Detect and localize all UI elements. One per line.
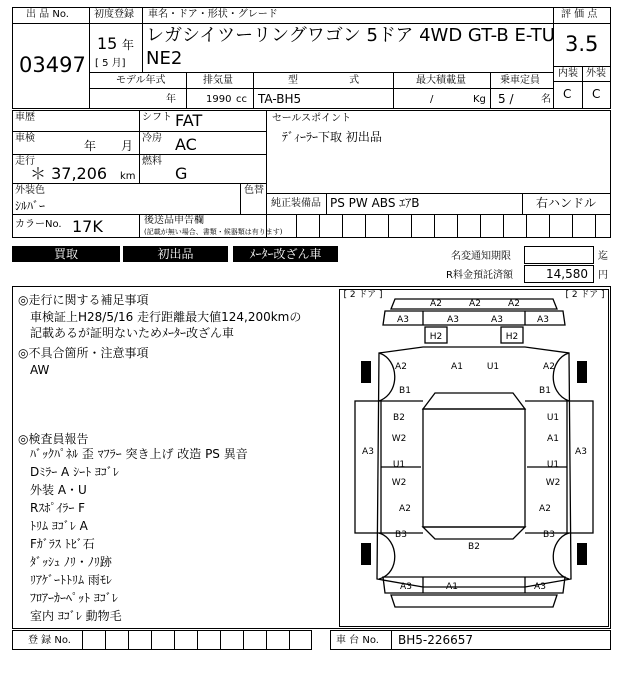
- equipment-value: PS PW ABS ｴｱB: [330, 196, 420, 210]
- shift-label: シフト: [142, 112, 172, 123]
- mark-bot-a1: A1: [446, 582, 458, 592]
- shift-value: FAT: [175, 111, 203, 130]
- mark-lfd-b2: B2: [393, 413, 405, 423]
- chassis-divider: [391, 630, 392, 650]
- reg-cell-1: [82, 630, 106, 650]
- reg-cell-2: [105, 630, 129, 650]
- inspector-line-3: 外装 A・U: [30, 483, 87, 497]
- inspection-month-unit: 月: [121, 139, 134, 153]
- equipment-label: 純正装備品: [271, 198, 321, 209]
- docs-cell-13: [572, 214, 596, 238]
- right-front-wheel-arch: [553, 353, 569, 401]
- car-name-line2: NE2: [146, 48, 183, 69]
- col-divider-2: [253, 72, 254, 109]
- handle-value: 右ハンドル: [536, 196, 597, 210]
- max-load-slash: /: [430, 94, 434, 105]
- color-label: 外装色: [15, 185, 45, 196]
- col-divider-4: [490, 72, 491, 109]
- mark-h2-left: H2: [429, 332, 443, 342]
- mark-right-a3: A3: [575, 447, 587, 457]
- mark-lrd-w2: W2: [391, 478, 407, 488]
- color-change-divider: [240, 183, 241, 215]
- mark-top-a3-2: A3: [447, 315, 459, 325]
- mark-bot-a3-1: A3: [400, 582, 412, 592]
- reg-cell-4: [151, 630, 175, 650]
- car-name-label: 車名・ドア・形状・グレード: [148, 9, 278, 20]
- mark-left-a3: A3: [362, 447, 374, 457]
- color-no-value: 17K: [72, 217, 103, 236]
- capacity-unit: 名: [541, 94, 551, 105]
- inspection-label: 車検: [15, 133, 35, 144]
- lot-no: 03497: [19, 53, 86, 77]
- mark-top-a3-4: A3: [537, 315, 549, 325]
- docs-label: 後送品申告欄: [144, 215, 204, 226]
- mark-hood-a1: A1: [451, 362, 463, 372]
- chassis-label: 車 台 No.: [336, 635, 379, 646]
- color-value: ｼﾙﾊﾞｰ: [15, 199, 46, 213]
- left-rear-wheel-arch: [379, 533, 395, 579]
- mark-bot-a3-2: A3: [534, 582, 546, 592]
- col-divider-1: [186, 72, 187, 109]
- mark-h2-right: H2: [505, 332, 519, 342]
- door-tag-left: [ 2 ドア ]: [343, 290, 383, 300]
- interior-grade: C: [563, 87, 572, 101]
- defects-heading: ◎不具合箇所・注意事項: [18, 346, 149, 360]
- recycle-unit: 円: [598, 270, 608, 281]
- reg-cell-9: [266, 630, 290, 650]
- inspector-line-7: ﾀﾞｯｼｭ ﾉﾘ・ﾉﾘ跡: [30, 555, 112, 569]
- max-load-label: 最大積載量: [416, 75, 466, 86]
- inspector-line-2: Dﾐﾗｰ A ｼｰﾄ ﾖｺﾞﾚ: [30, 465, 119, 479]
- reg-cell-7: [220, 630, 244, 650]
- type-value: TA-BH5: [258, 92, 302, 106]
- chassis-value: BH5-226657: [398, 633, 474, 647]
- displacement-unit: cc: [236, 94, 247, 105]
- supplement-heading: ◎走行に関する補足事項: [18, 293, 149, 307]
- lot-no-label: 出 品 No.: [26, 9, 69, 20]
- history-label: 車歴: [15, 112, 35, 123]
- docs-cell-6: [411, 214, 435, 238]
- inspector-line-10: 室内 ﾖｺﾞﾚ 動物毛: [30, 609, 122, 623]
- right-rear-wheel-arch: [553, 533, 569, 579]
- notice-box: [524, 246, 594, 264]
- score-label: 評 価 点: [561, 9, 598, 20]
- reg-cell-8: [243, 630, 267, 650]
- tag-meter-tampered: ﾒｰﾀｰ改ざん車: [233, 246, 338, 262]
- inspector-line-8: ﾘｱｹﾞｰﾄﾄﾘﾑ 雨ﾓﾚ: [30, 573, 112, 587]
- sales-point-value: ﾃﾞｨｰﾗｰ下取 初出品: [282, 130, 382, 144]
- docs-cell-4: [365, 214, 389, 238]
- rear-window-outline: [423, 527, 525, 539]
- supplement-line2: 記載あるが証明ないためﾒｰﾀｰ改ざん車: [30, 326, 235, 340]
- docs-cell-11: [526, 214, 550, 238]
- exterior-label: 外装: [586, 68, 606, 79]
- model-year-label: モデル年式: [116, 75, 166, 86]
- wheel-front-right: [577, 361, 587, 383]
- mark-rr-b3: B3: [543, 530, 555, 540]
- mark-rfd-a1: A1: [547, 434, 559, 444]
- fuel-value: G: [175, 164, 188, 183]
- supplement-line1: 車検証上H28/5/16 走行距離最大値124,200kmの: [30, 310, 302, 324]
- car-diagram: [339, 289, 609, 627]
- recycle-value: 14,580: [546, 267, 588, 281]
- mark-rf-a2: A2: [543, 362, 555, 372]
- defects-value: AW: [30, 363, 50, 377]
- first-reg-label: 初度登録: [94, 9, 134, 20]
- notice-label: 名変通知期限: [451, 251, 511, 262]
- reg-no-label: 登 録 No.: [28, 635, 71, 646]
- mileage-label: 走行: [15, 156, 35, 167]
- inspector-line-1: ﾊﾞｯｸﾊﾟﾈﾙ 歪 ﾏﾌﾗｰ 突き上げ 改造 PS 異音: [30, 447, 248, 461]
- interior-label: 内装: [558, 68, 578, 79]
- wheel-rear-left: [361, 543, 371, 565]
- docs-cell-3: [342, 214, 366, 238]
- docs-cell-9: [480, 214, 504, 238]
- fuel-label: 燃料: [142, 156, 162, 167]
- mark-lr-a2: A2: [399, 504, 411, 514]
- reg-cell-5: [174, 630, 198, 650]
- color-cell: [12, 183, 267, 215]
- mark-lf-a2: A2: [395, 362, 407, 372]
- score-value: 3.5: [565, 32, 599, 56]
- tag-purchase: 買取: [12, 246, 120, 262]
- docs-cell-12: [549, 214, 573, 238]
- wheel-front-left: [361, 361, 371, 383]
- first-reg-year-unit: 年: [122, 38, 135, 52]
- notice-unit: 迄: [598, 251, 608, 262]
- docs-cell-2: [319, 214, 343, 238]
- reg-cell-3: [128, 630, 152, 650]
- docs-cell-1: [296, 214, 320, 238]
- cabin-outline: [423, 409, 525, 527]
- docs-cell-8: [457, 214, 481, 238]
- mark-lrd-u1: U1: [392, 460, 406, 470]
- displacement: 1990: [206, 94, 232, 105]
- inspector-line-9: ﾌﾛｱｰｶｰﾍﾟｯﾄ ﾖｺﾞﾚ: [30, 591, 118, 605]
- equipment-divider-1: [326, 193, 327, 215]
- mark-rrd-u1: U1: [546, 460, 560, 470]
- mark-top-a2-2: A2: [469, 299, 481, 309]
- col-divider-3: [393, 72, 394, 109]
- reg-cell-6: [197, 630, 221, 650]
- docs-cell-5: [388, 214, 412, 238]
- mark-lfd-w2: W2: [391, 434, 407, 444]
- docs-note: (記載が無い場合、書類・候器類は有ります): [144, 228, 283, 236]
- car-name-line1: レガシイツーリングワゴン 5ドア 4WD GT-B E-TU: [146, 25, 555, 46]
- mark-trunk-b2: B2: [468, 542, 480, 552]
- tag-first-listing: 初出品: [123, 246, 228, 262]
- docs-cell-7: [434, 214, 458, 238]
- inspector-heading: ◎検査員報告: [18, 432, 89, 446]
- mark-top-a3-3: A3: [491, 315, 503, 325]
- rear-bumper-outline: [391, 595, 557, 607]
- recycle-label: R料金預託済額: [446, 270, 513, 281]
- color-no-label: カラーNo.: [15, 219, 62, 230]
- capacity-label: 乗車定員: [500, 75, 540, 86]
- model-year-unit: 年: [166, 94, 176, 105]
- inspector-line-5: ﾄﾘﾑ ﾖｺﾞﾚ A: [30, 519, 88, 533]
- inspector-line-4: Rｽﾎﾟｲﾗｰ F: [30, 501, 86, 515]
- left-front-wheel-arch: [379, 353, 395, 401]
- mark-lr-b3: B3: [395, 530, 407, 540]
- docs-cell-10: [503, 214, 527, 238]
- equipment-divider-2: [522, 193, 523, 215]
- first-reg-month: [ 5 月]: [95, 58, 126, 69]
- mileage-value: ＊ 37,206: [30, 164, 108, 183]
- mark-rr-a2: A2: [539, 504, 551, 514]
- color-change-label: 色替: [244, 185, 264, 196]
- displacement-label: 排気量: [203, 75, 233, 86]
- windshield-outline: [423, 393, 525, 409]
- cooling-value: AC: [175, 135, 197, 154]
- cooling-label: 冷房: [142, 133, 162, 144]
- mark-rrd-w2: W2: [545, 478, 561, 488]
- max-load-unit: Kg: [473, 94, 486, 105]
- mark-top-a2-3: A2: [508, 299, 520, 309]
- mark-rfd-u1: U1: [546, 413, 560, 423]
- type-label: 型 式: [288, 75, 384, 86]
- mark-hood-u1: U1: [486, 362, 500, 372]
- wheel-rear-right: [577, 543, 587, 565]
- capacity-value: 5 /: [498, 92, 514, 106]
- door-tag-right: [ 2 ドア ]: [565, 290, 605, 300]
- mark-top-a3-1: A3: [397, 315, 409, 325]
- sales-point-label: セールスポイント: [272, 113, 352, 124]
- exterior-grade: C: [592, 87, 601, 101]
- mark-rf-b1: B1: [539, 386, 551, 396]
- inspection-year-unit: 年: [84, 139, 97, 153]
- inspector-line-6: Fｶﾞﾗｽ ﾄﾋﾞ石: [30, 537, 95, 551]
- mileage-unit: km: [120, 171, 136, 182]
- mark-lf-b1: B1: [399, 386, 411, 396]
- first-reg-year: 15: [97, 34, 118, 53]
- mark-top-a2-1: A2: [430, 299, 442, 309]
